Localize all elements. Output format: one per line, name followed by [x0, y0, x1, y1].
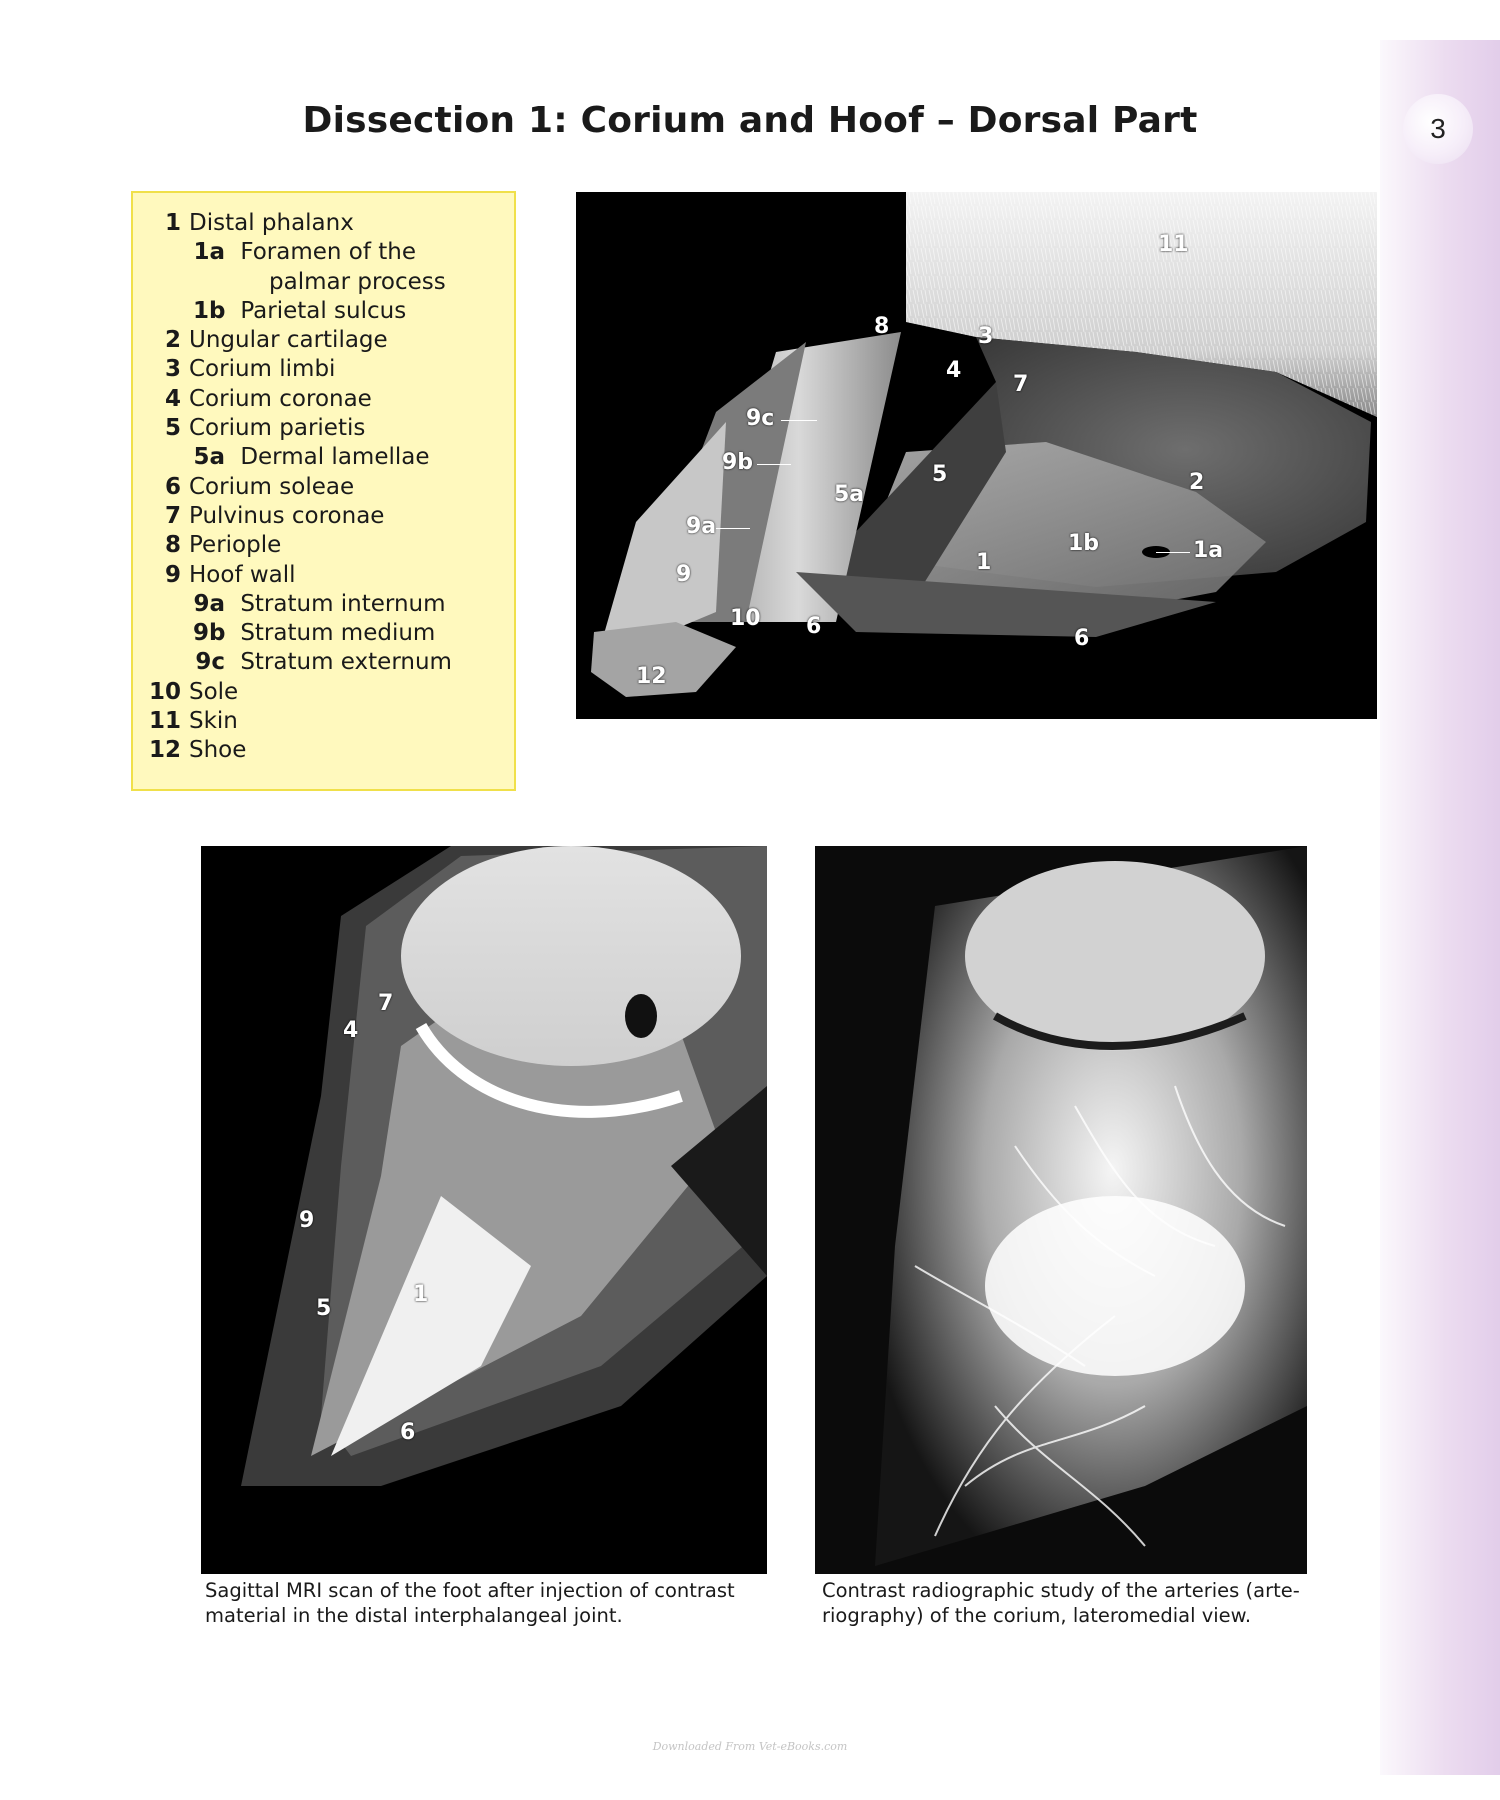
legend-item — [145, 355, 514, 384]
legend-number: 8 — [164, 532, 181, 559]
dissection-leader-line — [716, 528, 750, 529]
legend-item — [145, 268, 514, 297]
legend-item — [145, 561, 514, 590]
mri-label: 1 — [413, 1282, 429, 1307]
legend-number: 1 — [164, 210, 181, 236]
dissection-illustration — [576, 192, 1377, 719]
dissection-label: 2 — [1189, 470, 1205, 495]
legend-number: 9a — [193, 590, 225, 617]
legend-text: Ungular cartilage — [189, 327, 388, 354]
caption-line: Contrast radiographic study of the arteries (arte- — [822, 1579, 1300, 1602]
page-side-band — [1380, 40, 1500, 1775]
legend-text: Foramen of the — [240, 239, 417, 266]
legend-item — [145, 238, 514, 267]
download-footer: Downloaded From Vet-eBooks.com — [652, 1740, 848, 1753]
legend-number: 9 — [164, 561, 181, 588]
legend-item — [145, 648, 514, 677]
mri-caption — [205, 1578, 735, 1628]
legend-text: Corium limbi — [189, 356, 336, 383]
dissection-label: 1 — [976, 550, 992, 575]
dissection-label: 7 — [1013, 372, 1029, 397]
legend-number: 5 — [164, 415, 181, 442]
dissection-label: 9 — [676, 562, 692, 587]
page-title: Dissection 1: Corium and Hoof – Dorsal Part — [302, 100, 1198, 141]
legend-item — [145, 473, 514, 502]
dissection-photo — [576, 192, 1377, 719]
dissection-label: 1a — [1193, 538, 1224, 563]
arteriography-image — [815, 846, 1307, 1574]
dissection-label: 9b — [722, 450, 754, 475]
arteriography-illustration — [815, 846, 1307, 1574]
legend-number: 4 — [164, 385, 181, 412]
legend-number: 9c — [195, 649, 225, 676]
legend-text: Corium parietis — [189, 415, 366, 442]
legend-number: 7 — [164, 502, 181, 529]
legend-item — [145, 736, 514, 765]
dissection-label: 3 — [978, 324, 994, 349]
dissection-leader-line — [757, 464, 791, 465]
legend-number: 9b — [193, 620, 226, 647]
dissection-label: 5 — [932, 462, 948, 487]
legend-item — [145, 297, 514, 326]
caption-line: Sagittal MRI scan of the foot after injection of contrast — [205, 1579, 735, 1602]
legend-text: Stratum externum — [240, 649, 452, 676]
caption-line: material in the distal interphalangeal joint. — [205, 1604, 623, 1627]
dissection-label: 1b — [1068, 531, 1100, 556]
dissection-label: 9c — [746, 406, 775, 431]
dissection-label: 10 — [730, 606, 761, 631]
legend-text: palmar process — [269, 268, 446, 295]
legend-text: Dermal lamellae — [240, 444, 430, 471]
legend-number: 1b — [193, 297, 226, 324]
legend-item — [145, 619, 514, 648]
legend-number: 6 — [164, 473, 181, 500]
legend-text: Distal phalanx — [189, 210, 354, 236]
dissection-label: 4 — [946, 358, 962, 383]
legend-number: 10 — [148, 678, 181, 705]
legend-item — [145, 707, 514, 736]
dissection-label: 6 — [1074, 626, 1090, 651]
legend-item — [145, 502, 514, 531]
dissection-label: 11 — [1158, 232, 1189, 257]
legend-text: Parietal sulcus — [240, 297, 407, 324]
mri-illustration — [201, 846, 767, 1574]
legend-text: Stratum internum — [240, 590, 446, 617]
legend-number: 11 — [148, 708, 181, 735]
legend-item — [145, 209, 514, 238]
dissection-label: 5a — [834, 482, 865, 507]
legend-number: 12 — [148, 737, 181, 764]
legend-item — [145, 414, 514, 443]
dissection-leader-line — [1156, 552, 1190, 553]
legend-text: Stratum medium — [240, 620, 436, 647]
legend-item — [145, 590, 514, 619]
mri-label: 6 — [400, 1420, 416, 1445]
dissection-label: 6 — [806, 614, 822, 639]
mri-label: 9 — [299, 1208, 315, 1233]
legend-text: Corium soleae — [189, 473, 355, 500]
page-number: 3 — [1403, 94, 1473, 164]
mri-label: 4 — [343, 1018, 359, 1043]
legend-text: Skin — [189, 708, 238, 735]
dissection-leader-line — [781, 420, 817, 421]
legend-number: 2 — [164, 327, 181, 354]
legend-number: 1a — [193, 239, 225, 266]
legend-text: Periople — [189, 532, 282, 559]
arteriography-caption — [822, 1578, 1300, 1628]
dissection-label: 8 — [874, 314, 890, 339]
mri-label: 5 — [316, 1296, 332, 1321]
legend-item — [145, 385, 514, 414]
dissection-label: 9a — [686, 514, 717, 539]
legend-text: Sole — [189, 678, 239, 705]
caption-line: riography) of the corium, lateromedial view. — [822, 1604, 1252, 1627]
legend-number: 5a — [193, 444, 225, 471]
legend-text: Pulvinus coronae — [189, 502, 385, 529]
legend-text: Corium coronae — [189, 385, 372, 412]
legend-item — [145, 326, 514, 355]
mri-label: 7 — [378, 991, 394, 1016]
legend-box — [131, 191, 516, 791]
dissection-label: 12 — [636, 664, 667, 689]
legend-text: Hoof wall — [189, 561, 296, 588]
legend-item — [145, 678, 514, 707]
mri-scan — [201, 846, 767, 1574]
legend-item — [145, 531, 514, 560]
legend-text: Shoe — [189, 737, 247, 764]
legend-item — [145, 443, 514, 472]
legend-number: 3 — [164, 356, 181, 383]
